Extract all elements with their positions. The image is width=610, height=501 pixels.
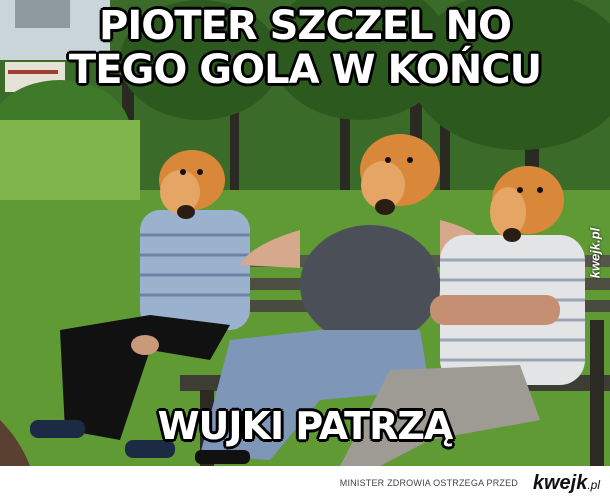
footer-warning: MINISTER ZDROWIA OSTRZEGA PRZED — [339, 478, 518, 488]
kwejk-logo[interactable] — [533, 472, 600, 495]
lawn-far — [0, 120, 140, 200]
logo-text: kwejk — [532, 472, 588, 494]
logo-suffix: .pl — [587, 478, 600, 492]
footer-bar — [0, 466, 610, 501]
top-caption-line-2: TEGO GOLA W KOŃCU — [68, 47, 542, 93]
bottom-caption: WUJKI PATRZĄ — [157, 404, 453, 448]
side-watermark — [584, 218, 606, 288]
side-watermark-text: kwejk.pl — [587, 227, 603, 279]
top-caption-line-1: PIOTER SZCZEL NO — [99, 3, 511, 49]
top-caption — [0, 4, 610, 92]
